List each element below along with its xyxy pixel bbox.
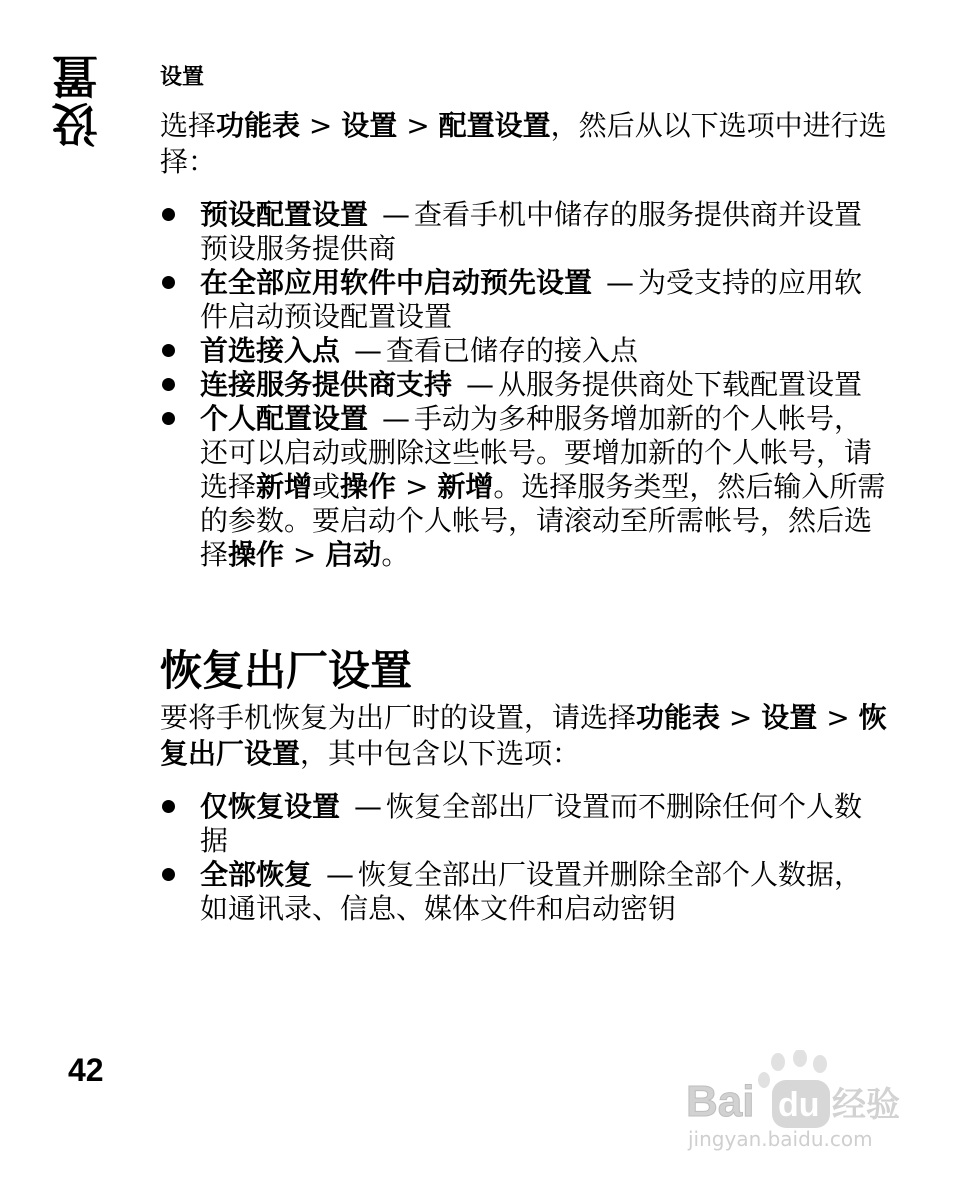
menu-path-settings: 设置 (761, 701, 818, 734)
list-item: 在全部应用软件中启动预先设置 — 为受支持的应用软件启动预设配置设置 (160, 266, 890, 334)
list-item: 连接服务提供商支持 — 从服务提供商处下载配置设置 (160, 368, 890, 402)
menu-path-restore: 恢复出厂设置 (160, 701, 887, 770)
list-item: 预设配置设置 — 查看手机中储存的服务提供商并设置预设服务提供商 (160, 198, 890, 266)
bullet-icon (162, 378, 175, 391)
config-intro: 选择功能表 > 设置 > 配置设置，然后从以下选项中进行选择： (160, 109, 887, 178)
option-desc: 恢复全部出厂设置并删除全部个人数据，如通讯录、信息、媒体文件和启动密钥 (200, 858, 863, 925)
baidu-jingyan-watermark (680, 1050, 920, 1160)
option-term: 首选接入点 (200, 334, 341, 367)
bullet-icon (162, 208, 175, 221)
list-item: 仅恢复设置 — 恢复全部出厂设置而不删除任何个人数据 (160, 790, 890, 858)
bullet-icon (162, 344, 175, 357)
watermark-url: jingyan.baidu.com (688, 1127, 873, 1151)
option-desc: 恢复全部出厂设置而不删除任何个人数据 (200, 790, 863, 857)
restore-options-list (160, 790, 890, 926)
watermark-brand-du: du (778, 1086, 820, 1124)
watermark-brand: Bai (686, 1077, 755, 1126)
page-number: 42 (68, 1052, 104, 1088)
bullet-icon (162, 412, 175, 425)
watermark-tag: 经验 (832, 1085, 900, 1125)
chapter-tab: 设置 (51, 52, 105, 148)
menu-path-settings: 设置 (341, 109, 398, 142)
bullet-icon (162, 868, 175, 881)
menu-path-config: 配置设置 (438, 109, 551, 142)
option-term: 个人配置设置 (200, 402, 369, 435)
list-item: 全部恢复 — 恢复全部出厂设置并删除全部个人数据，如通讯录、信息、媒体文件和启动密钥 (160, 858, 890, 926)
option-term: 仅恢复设置 (200, 790, 341, 823)
bullet-icon (162, 800, 175, 813)
section-label: 设置 (160, 65, 205, 90)
config-options-list (160, 198, 890, 572)
option-desc: 从服务提供商处下载配置设置 (498, 368, 863, 401)
bullet-icon (162, 276, 175, 289)
menu-path-main: 功能表 (216, 109, 301, 142)
option-desc: 为受支持的应用软件启动预设配置设置 (200, 266, 863, 333)
menu-path-main: 功能表 (636, 701, 721, 734)
list-item: 个人配置设置 — 手动为多种服务增加新的个人帐号，还可以启动或删除这些帐号。要增加新的个人帐号，请选择新增或操作 > 新增。选择服务类型，然后输入所需的参数。要启动个人帐号，请滚动至所需帐号，然后选择操作 > 启动。 (160, 402, 890, 572)
option-term: 连接服务提供商支持 (200, 368, 453, 401)
restore-section (160, 646, 890, 926)
list-item: 首选接入点 — 查看已储存的接入点 (160, 334, 890, 368)
config-section (160, 108, 890, 572)
option-desc: 查看已储存的接入点 (386, 334, 639, 367)
restore-intro: 要将手机恢复为出厂时的设置，请选择功能表 > 设置 > 恢复出厂设置，其中包含以下选项： (160, 701, 887, 770)
section-heading: 恢复出厂设置 (160, 646, 413, 695)
option-term: 在全部应用软件中启动预先设置 (200, 266, 593, 299)
option-term: 预设配置设置 (200, 198, 369, 231)
option-desc: 查看手机中储存的服务提供商并设置预设服务提供商 (200, 198, 863, 265)
option-term: 全部恢复 (200, 858, 313, 891)
